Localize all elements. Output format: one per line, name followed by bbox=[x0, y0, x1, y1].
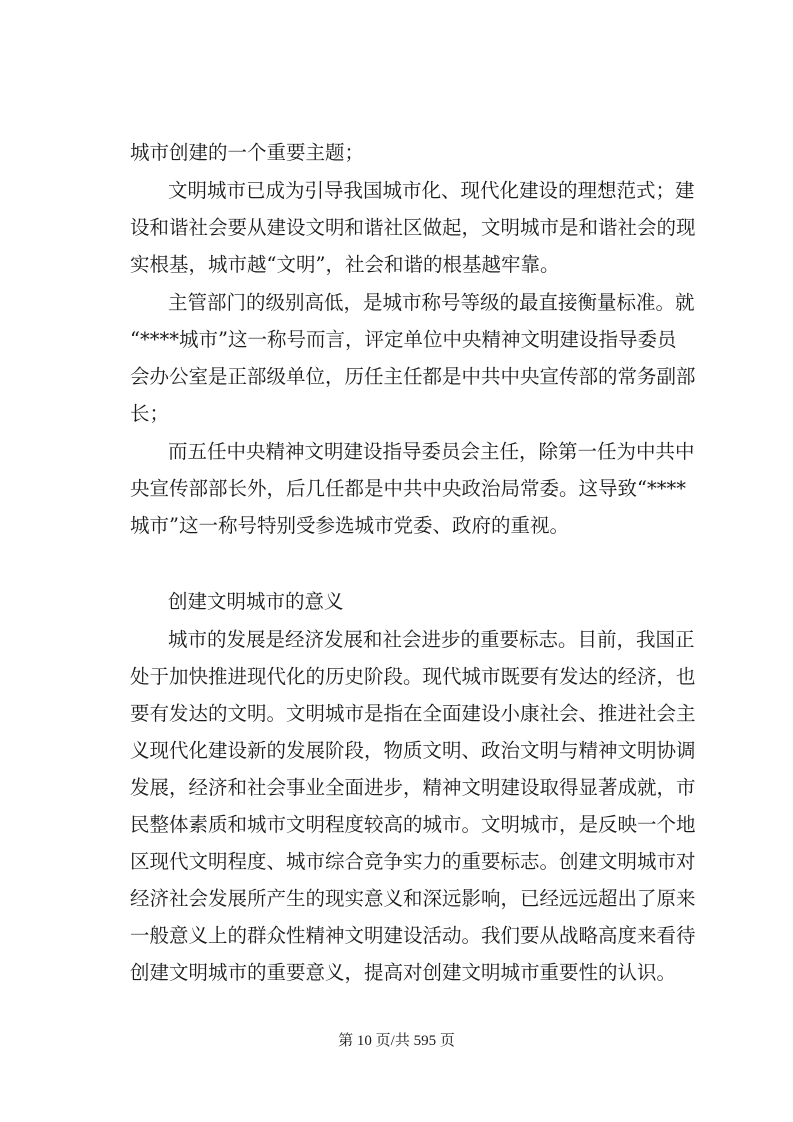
paragraph-line: 一般意义上的群众性精神文明建设活动。我们要从战略高度来看待 bbox=[130, 924, 696, 947]
paragraph-line: 设和谐社会要从建设文明和谐社区做起，文明城市是和谐社会的现 bbox=[130, 216, 696, 239]
page-footer: 第 10 页/共 595 页 bbox=[338, 1033, 455, 1049]
paragraph-line: “****城市”这一称号而言，评定单位中央精神文明建设指导委员 bbox=[130, 328, 677, 351]
paragraph-line: 创建文明城市的重要意义，提高对创建文明城市重要性的认识。 bbox=[130, 961, 677, 984]
paragraph-line: 城市的发展是经济发展和社会进步的重要标志。目前，我国正 bbox=[168, 628, 695, 651]
paragraph-line: 城市”这一称号特别受参选城市党委、政府的重视。 bbox=[130, 514, 569, 537]
section-heading: 创建文明城市的意义 bbox=[168, 590, 344, 613]
paragraph-line: 经济社会发展所产生的现实意义和深远影响，已经远远超出了原来 bbox=[130, 887, 696, 910]
paragraph-line: 区现代文明程度、城市综合竞争实力的重要标志。创建文明城市对 bbox=[130, 850, 696, 873]
paragraph-line: 会办公室是正部级单位，历任主任都是中共中央宣传部的常务副部 bbox=[130, 365, 696, 388]
paragraph-line: 要有发达的文明。文明城市是指在全面建设小康社会、推进社会主 bbox=[130, 702, 696, 725]
paragraph-line: 主管部门的级别高低，是城市称号等级的最直接衡量标准。就 bbox=[168, 291, 695, 314]
paragraph-line: 而五任中央精神文明建设指导委员会主任，除第一任为中共中 bbox=[168, 440, 695, 463]
paragraph-line: 发展，经济和社会事业全面进步，精神文明建设取得显著成就，市 bbox=[130, 776, 696, 799]
paragraph-line: 义现代化建设新的发展阶段，物质文明、政治文明与精神文明协调 bbox=[130, 739, 696, 762]
paragraph-line: 处于加快推进现代化的历史阶段。现代城市既要有发达的经济，也 bbox=[130, 665, 696, 688]
paragraph-line: 城市创建的一个重要主题； bbox=[130, 141, 365, 164]
paragraph-line: 实根基，城市越“文明”，社会和谐的根基越牢靠。 bbox=[130, 253, 560, 276]
paragraph-line: 央宣传部部长外，后几任都是中共中央政治局常委。这导致“**** bbox=[130, 477, 686, 500]
paragraph-line: 长； bbox=[130, 402, 170, 425]
paragraph-line: 民整体素质和城市文明程度较高的城市。文明城市，是反映一个地 bbox=[130, 813, 696, 836]
paragraph-line: 文明城市已成为引导我国城市化、现代化建设的理想范式；建 bbox=[168, 179, 695, 202]
